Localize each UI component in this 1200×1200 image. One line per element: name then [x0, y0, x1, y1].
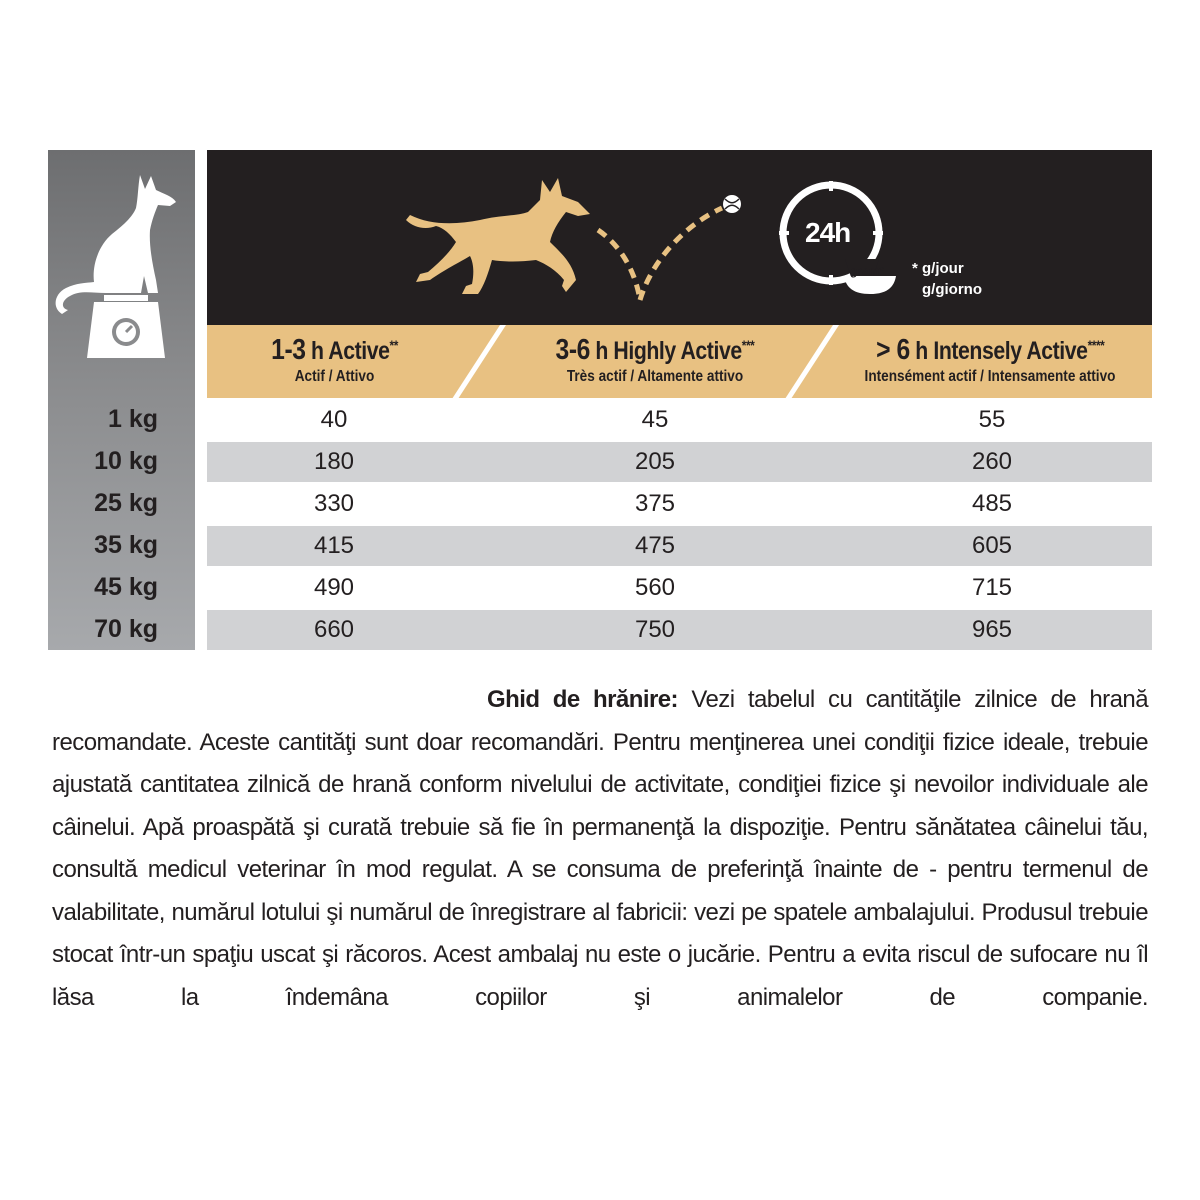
unit-line-2: g/giorno — [922, 281, 982, 298]
feeding-guide-heading: Ghid de hrănire: — [487, 686, 678, 713]
table-cell: 560 — [634, 574, 676, 601]
feeding-guide-body: recomandate. Aceste cantităţi sunt doar recomandări. Pentru menţinerea unei condiţii fizice ideale, trebuie ajustată cantitatea zilnică de hrană conform nivelului de activitate, condiţiei fizice şi nevoilor individuale ale câinelui. Apă proaspătă şi curată trebuie să fie în permanenţă la dispoziţie. Pentru sănătatea câinelui tău, consultă medicul veterinar în mod regulat. A se consuma de preferinţă înainte de - pentru termenul de valabilitate, numărul lotului şi numărul de înregistrare al fabricii: vezi pe spatele ambalajului. Produsul trebuie stocat într-un spaţiu uscat şi răcoros. Acest ambalaj nu este o jucărie. Pentru a evita riscul de sufocare nu îl lăsa la îndemâna copiilor şi animalelor de companie. — [52, 728, 1148, 1011]
column-header-intensely-active: > 6 h Intensely Active**** Intensément actif / Intensamente attivo — [864, 334, 1116, 385]
table-cell: 965 — [971, 616, 1013, 643]
weight-label: 70 kg — [94, 615, 158, 643]
table-cell: 750 — [634, 616, 676, 643]
table-cell: 330 — [313, 490, 355, 517]
weight-label: 10 kg — [94, 447, 158, 475]
feeding-guide-text — [52, 679, 1148, 1019]
table-cell: 485 — [971, 490, 1013, 517]
feeding-guide-first-line: Ghid de hrănire: Vezi tabelul cu cantităţile zilnice de hrană — [487, 686, 1149, 713]
table-cell: 40 — [320, 406, 348, 433]
table-cell: 45 — [641, 406, 669, 433]
column-header-highly-active: 3-6 h Highly Active*** Très actif / Altamente attivo — [555, 334, 755, 385]
table-cell: 605 — [971, 532, 1013, 559]
running-dog-icon — [400, 170, 600, 300]
table-cell: 205 — [634, 448, 676, 475]
weight-label: 1 kg — [107, 405, 158, 433]
gram-label: gram* — [850, 264, 885, 278]
clock-label: 24h — [805, 217, 851, 248]
column-header-active: 1-3 h Active** Actif / Attivo — [271, 334, 398, 385]
weight-label: 45 kg — [94, 573, 158, 601]
unit-line-1: * g/jour — [912, 260, 964, 277]
dog-on-scale-icon — [48, 150, 195, 380]
weight-label: 25 kg — [94, 489, 158, 517]
table-cell: 260 — [971, 448, 1013, 475]
table-cell: 375 — [634, 490, 676, 517]
ball-trajectory-icon — [590, 190, 750, 310]
table-cell: 660 — [313, 616, 355, 643]
table-cell: 55 — [978, 406, 1006, 433]
table-cell: 180 — [313, 448, 355, 475]
table-cell: 415 — [313, 532, 355, 559]
weight-label: 35 kg — [94, 531, 158, 559]
table-cell: 475 — [634, 532, 676, 559]
table-cell: 490 — [313, 574, 355, 601]
table-cell: 715 — [971, 574, 1013, 601]
